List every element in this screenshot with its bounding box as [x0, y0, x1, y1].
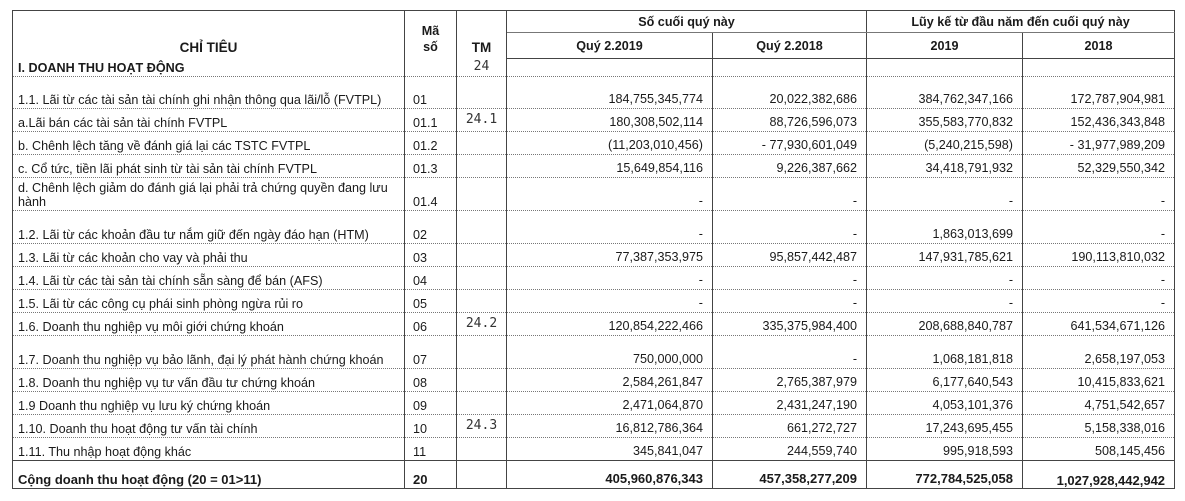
row-code: 01: [405, 77, 457, 109]
row-2018: -: [1023, 211, 1175, 244]
row-q2-2018: 88,726,596,073: [713, 109, 867, 132]
row-tm: [457, 290, 507, 313]
row-q2-2019: 345,841,047: [507, 438, 713, 461]
row-2019: 34,418,791,932: [867, 155, 1023, 178]
row-q2-2019: 184,755,345,774: [507, 77, 713, 109]
row-label: 1.1. Lãi từ các tài sản tài chính ghi nhận thông qua lãi/lỗ (FVTPL): [13, 77, 405, 109]
row-2018: 52,329,550,342: [1023, 155, 1175, 178]
row-2019: 17,243,695,455: [867, 415, 1023, 438]
table-row: [13, 155, 1175, 178]
section-tm: 24: [457, 59, 507, 77]
row-2019: 4,053,101,376: [867, 392, 1023, 415]
row-q2-2018: 661,272,727: [713, 415, 867, 438]
row-q2-2019: 120,854,222,466: [507, 313, 713, 336]
row-q2-2018: 9,226,387,662: [713, 155, 867, 178]
row-code: 01.3: [405, 155, 457, 178]
row-2018: -: [1023, 290, 1175, 313]
row-2019: 208,688,840,787: [867, 313, 1023, 336]
row-2019: (5,240,215,598): [867, 132, 1023, 155]
row-code: 09: [405, 392, 457, 415]
row-q2-2018: 95,857,442,487: [713, 244, 867, 267]
header-group-ytd: Lũy kế từ đầu năm đến cuối quý này: [867, 11, 1175, 33]
row-tm: [457, 132, 507, 155]
table-row: [13, 109, 1175, 132]
row-2018: 172,787,904,981: [1023, 77, 1175, 109]
row-2019: 384,762,347,166: [867, 77, 1023, 109]
row-q2-2019: 77,387,353,975: [507, 244, 713, 267]
row-code: 04: [405, 267, 457, 290]
row-q2-2019: -: [507, 211, 713, 244]
total-2018: 1,027,928,442,942: [1023, 461, 1175, 489]
row-tm: 24.3: [457, 415, 507, 438]
row-q2-2019: (11,203,010,456): [507, 132, 713, 155]
row-code: 01.4: [405, 178, 457, 211]
row-2018: 641,534,671,126: [1023, 313, 1175, 336]
row-2019: -: [867, 290, 1023, 313]
row-tm: [457, 392, 507, 415]
row-code: 07: [405, 336, 457, 369]
section-label: I. DOANH THU HOẠT ĐỘNG: [13, 59, 405, 77]
total-q2-2019: 405,960,876,343: [507, 461, 713, 489]
row-label: 1.7. Doanh thu nghiệp vụ bảo lãnh, đại lý phát hành chứng khoán: [13, 336, 405, 369]
row-q2-2018: 2,431,247,190: [713, 392, 867, 415]
row-q2-2019: -: [507, 290, 713, 313]
row-label: 1.11. Thu nhập hoạt động khác: [13, 438, 405, 461]
row-2019: 147,931,785,621: [867, 244, 1023, 267]
row-2019: 1,863,013,699: [867, 211, 1023, 244]
row-2018: -: [1023, 267, 1175, 290]
row-2019: -: [867, 267, 1023, 290]
row-2018: 2,658,197,053: [1023, 336, 1175, 369]
row-code: 02: [405, 211, 457, 244]
row-q2-2019: -: [507, 178, 713, 211]
row-q2-2018: -: [713, 211, 867, 244]
row-q2-2019: 16,812,786,364: [507, 415, 713, 438]
row-q2-2019: 2,584,261,847: [507, 369, 713, 392]
row-2018: 10,415,833,621: [1023, 369, 1175, 392]
row-tm: [457, 155, 507, 178]
row-tm: [457, 178, 507, 211]
row-2019: 6,177,640,543: [867, 369, 1023, 392]
row-2018: 4,751,542,657: [1023, 392, 1175, 415]
header-col-q2-2019: Quý 2.2019: [507, 33, 713, 59]
row-label: d. Chênh lệch giảm do đánh giá lại phải trả chứng quyền đang lưu hành: [13, 178, 405, 211]
row-2018: 152,436,343,848: [1023, 109, 1175, 132]
row-tm: [457, 267, 507, 290]
row-2018: -: [1023, 178, 1175, 211]
row-q2-2018: -: [713, 336, 867, 369]
table-row: [13, 211, 1175, 244]
row-q2-2018: 335,375,984,400: [713, 313, 867, 336]
table-row: [13, 178, 1175, 211]
header-tm: TM: [457, 11, 507, 59]
table-row: [13, 290, 1175, 313]
row-2018: 5,158,338,016: [1023, 415, 1175, 438]
row-tm: [457, 369, 507, 392]
row-label: b. Chênh lệch tăng về đánh giá lại các TSTC FVTPL: [13, 132, 405, 155]
row-q2-2018: - 77,930,601,049: [713, 132, 867, 155]
row-label: 1.2. Lãi từ các khoản đầu tư nắm giữ đến ngày đáo hạn (HTM): [13, 211, 405, 244]
row-q2-2019: 2,471,064,870: [507, 392, 713, 415]
row-q2-2018: 20,022,382,686: [713, 77, 867, 109]
table-row: [13, 438, 1175, 461]
row-label: a.Lãi bán các tài sản tài chính FVTPL: [13, 109, 405, 132]
row-q2-2018: -: [713, 290, 867, 313]
row-label: 1.10. Doanh thu hoạt động tư vấn tài chính: [13, 415, 405, 438]
row-code: 11: [405, 438, 457, 461]
total-row: [13, 461, 1175, 489]
header-col-2018: 2018: [1023, 33, 1175, 59]
section-row: [13, 59, 1175, 77]
total-label: Cộng doanh thu hoạt động (20 = 01>11): [13, 461, 405, 489]
row-2019: 1,068,181,818: [867, 336, 1023, 369]
header-ma-so: Mã số: [405, 11, 457, 59]
row-q2-2018: 2,765,387,979: [713, 369, 867, 392]
row-code: 06: [405, 313, 457, 336]
row-q2-2018: -: [713, 267, 867, 290]
header-group-quarter: Số cuối quý này: [507, 11, 867, 33]
header-chi-tieu: CHỈ TIÊU: [13, 11, 405, 59]
row-2019: 995,918,593: [867, 438, 1023, 461]
row-label: c. Cổ tức, tiền lãi phát sinh từ tài sản tài chính FVTPL: [13, 155, 405, 178]
row-q2-2018: -: [713, 178, 867, 211]
row-2019: -: [867, 178, 1023, 211]
row-q2-2019: 15,649,854,116: [507, 155, 713, 178]
row-code: 05: [405, 290, 457, 313]
total-q2-2018: 457,358,277,209: [713, 461, 867, 489]
table-row: [13, 336, 1175, 369]
row-label: 1.9 Doanh thu nghiệp vụ lưu ký chứng khoán: [13, 392, 405, 415]
table-row: [13, 415, 1175, 438]
table-row: [13, 77, 1175, 109]
row-tm: [457, 438, 507, 461]
row-code: 01.2: [405, 132, 457, 155]
row-tm: [457, 77, 507, 109]
income-statement-table: [12, 10, 1175, 489]
row-code: 03: [405, 244, 457, 267]
row-label: 1.3. Lãi từ các khoản cho vay và phải thu: [13, 244, 405, 267]
table-row: [13, 313, 1175, 336]
row-code: 08: [405, 369, 457, 392]
row-q2-2019: 180,308,502,114: [507, 109, 713, 132]
row-tm: [457, 211, 507, 244]
table-row: [13, 392, 1175, 415]
row-label: 1.6. Doanh thu nghiệp vụ môi giới chứng khoán: [13, 313, 405, 336]
row-tm: 24.1: [457, 109, 507, 132]
row-label: 1.4. Lãi từ các tài sản tài chính sẵn sàng để bán (AFS): [13, 267, 405, 290]
row-2018: - 31,977,989,209: [1023, 132, 1175, 155]
row-tm: 24.2: [457, 313, 507, 336]
total-code: 20: [405, 461, 457, 489]
row-2019: 355,583,770,832: [867, 109, 1023, 132]
row-2018: 508,145,456: [1023, 438, 1175, 461]
table-row: [13, 369, 1175, 392]
header-col-q2-2018: Quý 2.2018: [713, 33, 867, 59]
header-col-2019: 2019: [867, 33, 1023, 59]
table-row: [13, 244, 1175, 267]
row-q2-2019: 750,000,000: [507, 336, 713, 369]
row-2018: 190,113,810,032: [1023, 244, 1175, 267]
row-code: 01.1: [405, 109, 457, 132]
row-label: 1.8. Doanh thu nghiệp vụ tư vấn đầu tư chứng khoán: [13, 369, 405, 392]
table-row: [13, 132, 1175, 155]
total-2019: 772,784,525,058: [867, 461, 1023, 489]
row-code: 10: [405, 415, 457, 438]
row-label: 1.5. Lãi từ các công cụ phái sinh phòng ngừa rủi ro: [13, 290, 405, 313]
row-q2-2018: 244,559,740: [713, 438, 867, 461]
row-tm: [457, 244, 507, 267]
row-tm: [457, 336, 507, 369]
table-row: [13, 267, 1175, 290]
row-q2-2019: -: [507, 267, 713, 290]
